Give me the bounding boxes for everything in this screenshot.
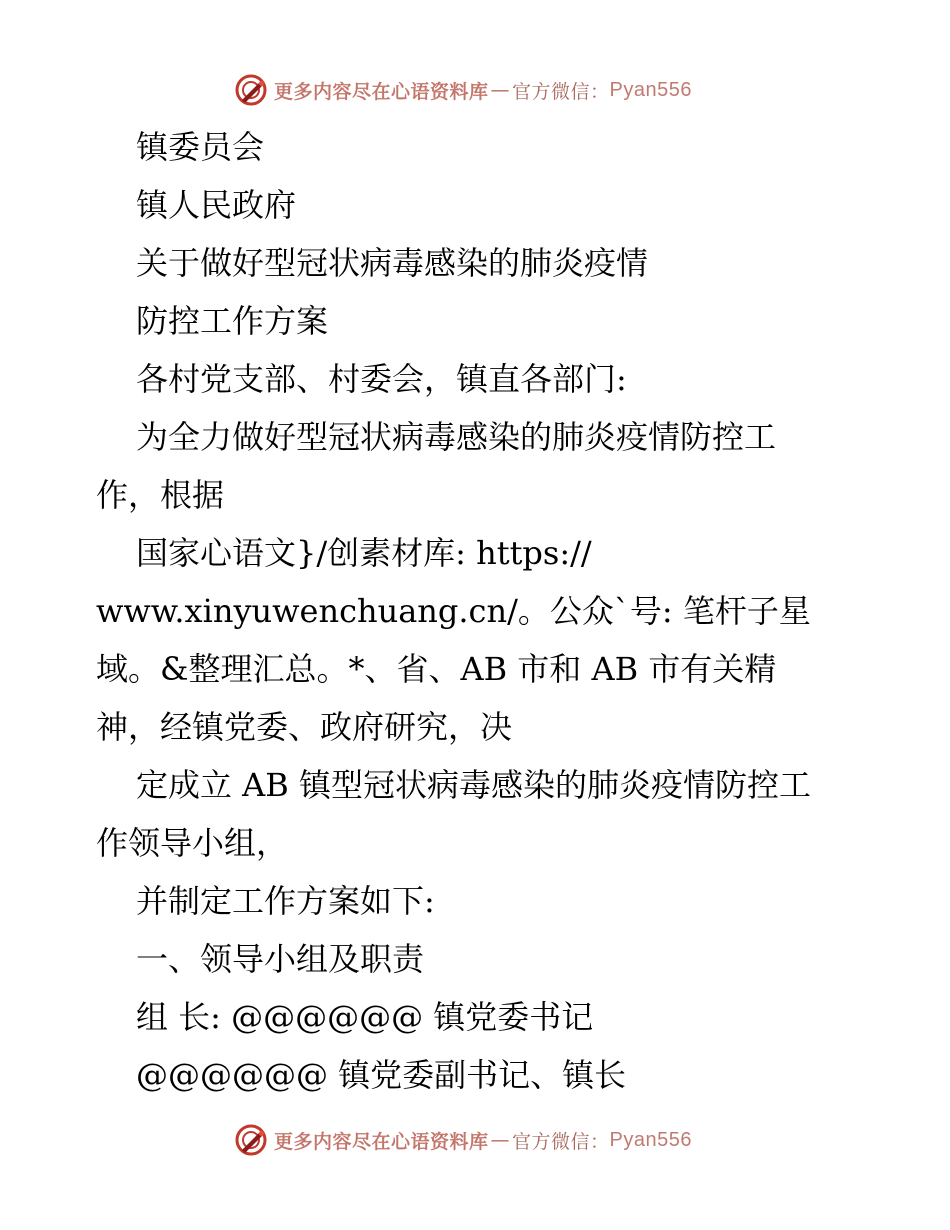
document-line: 组 长: @@@@@@ 镇党委书记 bbox=[136, 998, 594, 1036]
brush-logo-icon bbox=[234, 73, 268, 107]
header-wechat-label: 官方微信： bbox=[512, 80, 610, 103]
document-line: 镇人民政府 bbox=[136, 186, 297, 224]
header-brand-text: 更多内容尽在心语资料库 bbox=[274, 80, 489, 103]
document-line: 作，根据 bbox=[96, 476, 225, 514]
footer-wechat-id: Pyan556 bbox=[609, 1128, 692, 1151]
footer-watermark-banner bbox=[234, 1120, 692, 1160]
document-line: 各村党支部、村委会，镇直各部门: bbox=[136, 360, 627, 398]
document-line: 作领导小组， bbox=[96, 824, 289, 862]
document-line: 域。&整理汇总。*、省、AB 市和 AB 市有关精 bbox=[96, 650, 777, 688]
header-dash: — bbox=[490, 79, 511, 101]
document-line: 并制定工作方案如下: bbox=[136, 882, 435, 920]
document-line: 关于做好型冠状病毒感染的肺炎疫情 bbox=[136, 244, 649, 282]
brush-logo-icon bbox=[234, 1123, 268, 1157]
document-line: @@@@@@ 镇党委副书记、镇长 bbox=[136, 1056, 627, 1094]
footer-dash: — bbox=[490, 1129, 511, 1151]
header-watermark-banner bbox=[234, 70, 692, 110]
document-line: 国家心语文}/创素材库: https:// bbox=[136, 534, 592, 572]
document-line: 为全力做好型冠状病毒感染的肺炎疫情防控工 bbox=[136, 418, 777, 456]
document-line: 神，经镇党委、政府研究，决 bbox=[96, 708, 513, 746]
document-line: 防控工作方案 bbox=[136, 302, 329, 340]
document-line: 镇委员会 bbox=[136, 128, 265, 166]
document-body bbox=[96, 118, 896, 1104]
footer-brand-text: 更多内容尽在心语资料库 bbox=[274, 1130, 489, 1153]
document-line: 一、领导小组及职责 bbox=[136, 940, 425, 978]
footer-wechat-label: 官方微信： bbox=[512, 1130, 610, 1153]
document-line: www.xinyuwenchuang.cn/。公众`号: 笔杆子星 bbox=[96, 592, 811, 630]
document-line: 定成立 AB 镇型冠状病毒感染的肺炎疫情防控工 bbox=[136, 766, 811, 804]
header-wechat-id: Pyan556 bbox=[609, 78, 692, 101]
